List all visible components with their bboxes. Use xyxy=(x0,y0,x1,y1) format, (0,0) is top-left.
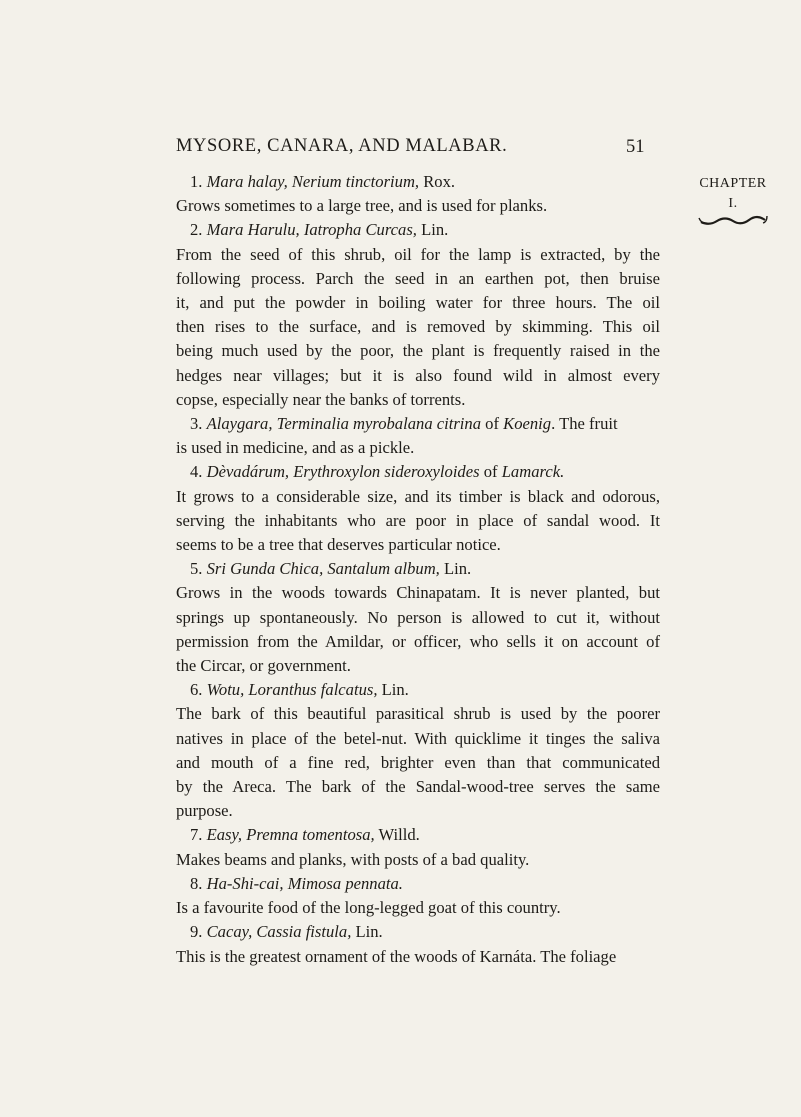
plant-entry xyxy=(176,678,660,823)
text-line: purpose. xyxy=(176,801,233,821)
plant-entry-heading xyxy=(176,557,660,581)
plant-name: Sri Gunda Chica, Santalum album, xyxy=(206,559,440,579)
entry-text: Lin. xyxy=(439,559,472,579)
text-line: serving the inhabitants who are poor in place of sandal wood. It xyxy=(176,510,660,530)
ornament-flourish-icon xyxy=(697,214,769,226)
text-line: Grows in the woods towards Chinapatam. It is never planted, but xyxy=(176,583,660,603)
chapter-label: CHAPTER xyxy=(699,176,767,191)
plant-entry xyxy=(176,557,660,678)
plant-entry xyxy=(176,170,660,218)
entry-text: 9. xyxy=(190,922,207,942)
entry-text: 2. xyxy=(190,220,207,240)
text-line: and mouth of a fine red, brighter even than that communicated xyxy=(176,752,660,772)
plant-entry xyxy=(176,920,660,968)
entry-text: Lin. xyxy=(377,680,409,700)
text-line: it, and put the powder in boiling water for three hours. The oil xyxy=(176,293,660,313)
entry-text: 7. xyxy=(190,825,207,845)
entry-text: 8. xyxy=(190,873,207,893)
plant-entry xyxy=(176,872,660,920)
entry-text: Rox. xyxy=(419,172,456,191)
text-line: by the Areca. The bark of the Sandal-wood-tree serves the same xyxy=(176,777,660,797)
text-line: the Circar, or government. xyxy=(176,656,351,676)
plant-entry-heading xyxy=(176,218,660,242)
plant-name: Ha-Shi-cai, Mimosa pennata. xyxy=(206,873,403,893)
text-line: hedges near villages; but it is also found wild in almost every xyxy=(176,365,660,385)
entry-text: of xyxy=(479,462,502,482)
entry-text: . The fruit xyxy=(551,414,618,434)
text-line: Is a favourite food of the long-legged goat of this country. xyxy=(176,898,561,918)
text-line: copse, especially near the banks of torrents. xyxy=(176,389,466,409)
text-line: is used in medicine, and as a pickle. xyxy=(176,438,415,458)
plant-entry-heading xyxy=(176,872,660,896)
plant-entry xyxy=(176,823,660,871)
entry-text: Lin. xyxy=(416,220,449,240)
plant-name: Dèvadárum, Erythroxylon sideroxyloides xyxy=(206,462,480,482)
entry-text: of xyxy=(481,414,504,434)
text-line: From the seed of this shrub, oil for the lamp is extracted, by the xyxy=(176,244,660,264)
entry-text: Lin. xyxy=(351,922,383,942)
plant-name: Lamarck. xyxy=(501,462,565,482)
text-line: natives in place of the betel-nut. With quicklime it tinges the saliva xyxy=(176,728,660,748)
plant-entry-heading xyxy=(176,823,660,847)
text-line: Makes beams and planks, with posts of a bad quality. xyxy=(176,849,530,869)
text-line: Grows sometimes to a large tree, and is used for planks. xyxy=(176,196,548,216)
text-line: springs up spontaneously. No person is allowed to cut it, without xyxy=(176,607,660,627)
entry-text: 5. xyxy=(190,559,207,579)
text-line: being much used by the poor, the plant is frequently raised in the xyxy=(176,341,660,361)
text-line: then rises to the surface, and is removed by skimming. This oil xyxy=(176,317,660,337)
entry-text: 1. xyxy=(190,172,207,191)
plant-name: Cacay, Cassia fistula, xyxy=(206,922,352,942)
chapter-marginal-note xyxy=(688,174,778,226)
plant-name: Wotu, Loranthus falcatus, xyxy=(206,680,378,700)
plant-entry-heading xyxy=(176,170,660,194)
plant-entry-heading xyxy=(176,412,660,436)
plant-entry-heading xyxy=(176,460,660,484)
text-line: following process. Parch the seed in an earthen pot, then bruise xyxy=(176,268,660,288)
plant-name: Easy, Premna tomentosa, xyxy=(206,825,375,845)
plant-entry xyxy=(176,412,660,460)
plant-entry-heading xyxy=(176,678,660,702)
text-line: seems to be a tree that deserves particular notice. xyxy=(176,535,501,555)
plant-entry-heading xyxy=(176,920,660,944)
entry-text: Willd. xyxy=(374,825,420,845)
running-title: MYSORE, CANARA, AND MALABAR. xyxy=(176,136,508,156)
entry-text: 3. xyxy=(190,414,207,434)
entry-text: 4. xyxy=(190,462,207,482)
text-line: The bark of this beautiful parasitical shrub is used by the poorer xyxy=(176,704,660,724)
plant-name: Koenig xyxy=(503,414,552,434)
text-line: permission from the Amildar, or officer, who sells it on account of xyxy=(176,631,660,651)
text-line: It grows to a considerable size, and its timber is black and odorous, xyxy=(176,486,660,506)
plant-name: Mara halay, Nerium tinctorium, xyxy=(206,172,420,191)
plant-entry xyxy=(176,218,660,412)
plant-name: Mara Harulu, Iatropha Curcas, xyxy=(206,220,417,240)
entry-text: 6. xyxy=(190,680,207,700)
plant-name: Alaygara, Terminalia myrobalana citrina xyxy=(206,414,482,434)
page-number: 51 xyxy=(626,137,645,157)
text-line: This is the greatest ornament of the woods of Karnáta. The foliage xyxy=(176,946,617,966)
body-text xyxy=(176,170,660,969)
plant-entry xyxy=(176,460,660,557)
chapter-number: I. xyxy=(728,196,738,211)
